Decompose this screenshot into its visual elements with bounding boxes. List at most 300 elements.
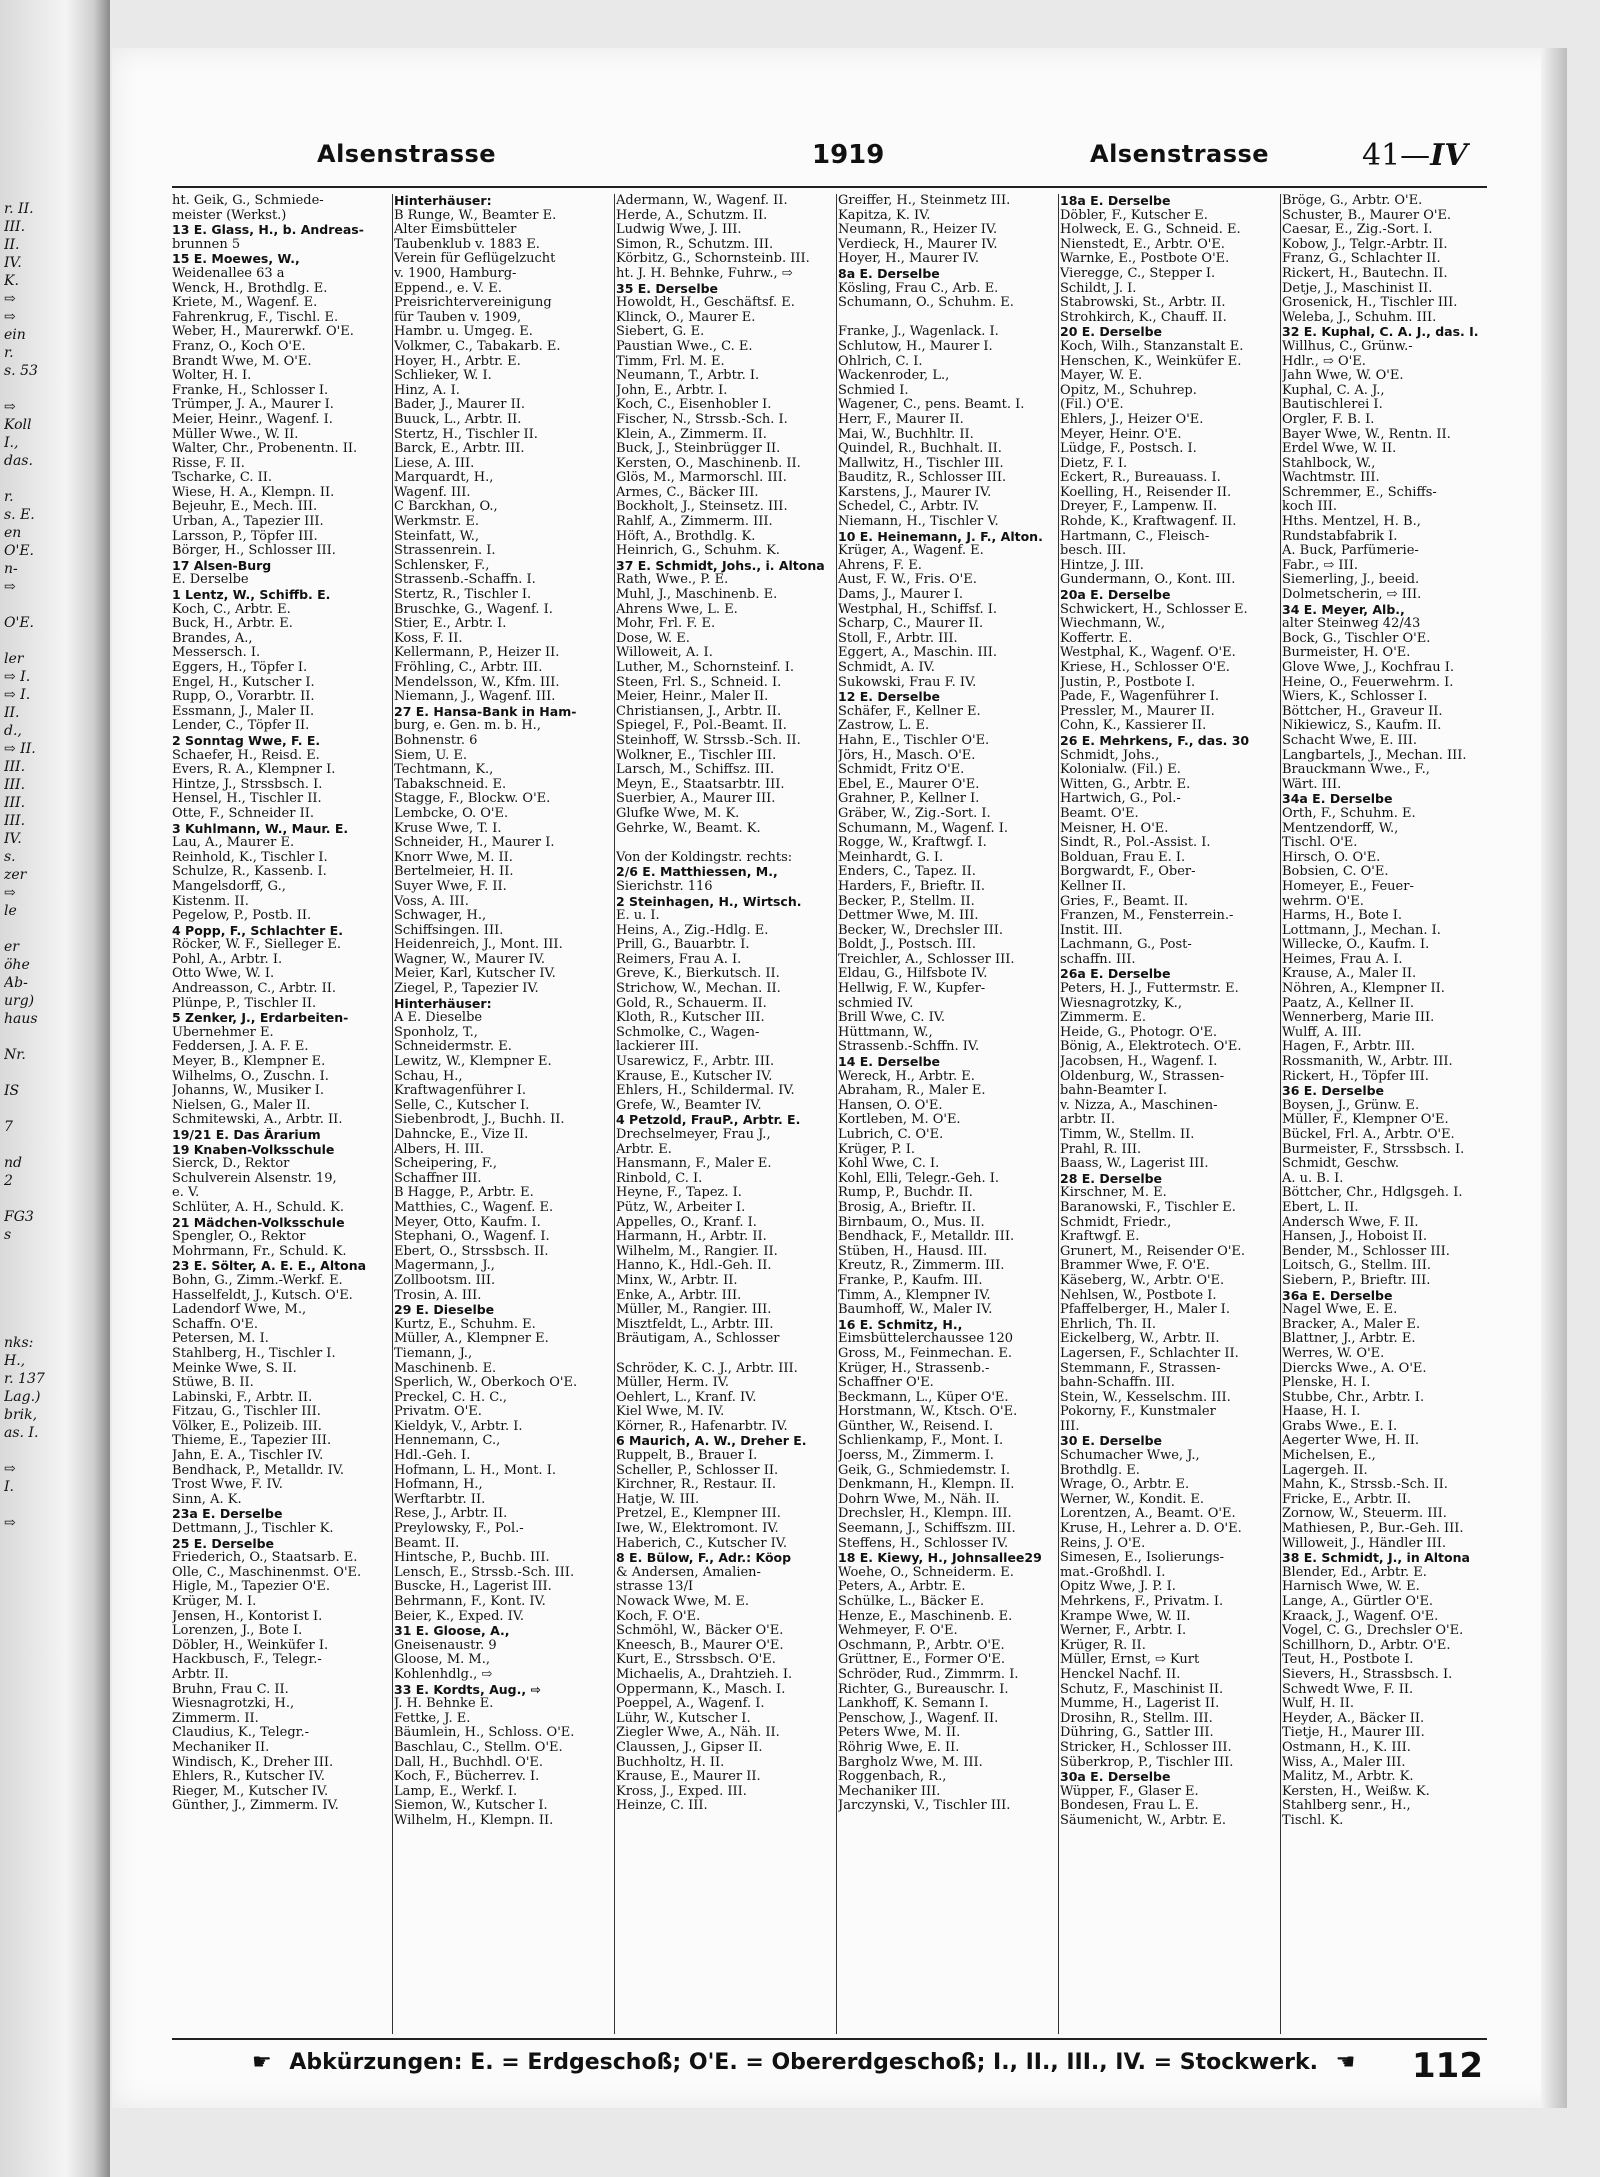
directory-entry: Karstens, J., Maurer IV.	[838, 485, 992, 500]
directory-entry: Witten, G., Arbtr. E.	[1060, 777, 1191, 792]
directory-entry: Dettmann, J., Tischler K.	[172, 1522, 334, 1537]
directory-entry: Hahn, E., Tischler O'E.	[838, 733, 990, 748]
directory-entry: 2/6 E. Matthiessen, M.,	[616, 865, 778, 880]
directory-entry: Hackbusch, F., Telegr.-	[172, 1653, 322, 1668]
directory-entry: Buchholtz, H. II.	[616, 1755, 725, 1770]
directory-entry: Schumacher Wwe, J.,	[1060, 1449, 1200, 1464]
directory-entry: Wiesnagrotzky, K.,	[1060, 996, 1182, 1011]
directory-entry: Tischl. O'E.	[1282, 836, 1358, 851]
directory-entry: Heimes, Frau A. I.	[1282, 952, 1403, 967]
directory-entry: Magermann, J.,	[394, 1259, 495, 1274]
directory-entry: Drechsler, H., Klempn. III.	[838, 1507, 1012, 1522]
directory-entry: Käseberg, W., Arbtr. O'E.	[1060, 1273, 1225, 1288]
directory-entry: Verdieck, H., Maurer IV.	[838, 237, 998, 252]
directory-entry: Übernehmer E.	[172, 1025, 274, 1040]
directory-entry: Spengler, O., Rektor	[172, 1230, 306, 1245]
directory-entry: Vogel, C. G., Drechsler O'E.	[1282, 1624, 1464, 1639]
directory-entry: Drechselmeyer, Frau J.,	[616, 1128, 771, 1142]
directory-entry: Adermann, W., Wagenf. II.	[616, 194, 788, 208]
directory-entry: Rogge, W., Kraftwgf. I.	[838, 836, 987, 851]
directory-entry: Claussen, J., Gipser II.	[616, 1740, 763, 1755]
directory-entry: burg, e. Gen. m. b. H.,	[394, 719, 541, 734]
directory-entry: Böttcher, H., Graveur II.	[1282, 704, 1443, 719]
directory-entry: Quindel, R., Buchhalt. II.	[838, 442, 1002, 457]
fragment-line: ⇨	[4, 1515, 16, 1531]
directory-entry: Wehmeyer, F. O'E.	[838, 1624, 958, 1639]
directory-entry: Pretzel, E., Klempner III.	[616, 1507, 781, 1522]
directory-entry: Müller, M., Rangier. III.	[616, 1303, 772, 1318]
directory-entry: Koffertr. E.	[1060, 631, 1133, 646]
directory-entry: Stertz, H., Tischler II.	[394, 427, 538, 442]
directory-entry: Fischer, N., Strssb.-Sch. I.	[616, 412, 788, 427]
directory-entry: Koss, F. II.	[394, 631, 463, 646]
fragment-line: O'E.	[4, 543, 34, 559]
directory-entry: Enke, A., Arbtr. III.	[616, 1288, 742, 1303]
directory-entry: Willoweit, J., Händler III.	[1282, 1536, 1447, 1551]
directory-entry: Lender, C., Töpfer II.	[172, 719, 310, 734]
directory-entry: 21 Mädchen-Volksschule	[172, 1215, 345, 1230]
directory-entry: Peters, A., Arbtr. E.	[838, 1580, 966, 1595]
directory-entry: Eimsbüttelerchaussee 120	[838, 1332, 1013, 1347]
directory-entry: Grabs Wwe., E. I.	[1282, 1419, 1398, 1434]
directory-entry: lackierer III.	[616, 1040, 699, 1055]
directory-entry: Kriete, M., Wagenf. E.	[172, 296, 318, 311]
directory-entry: Preckel, C. H. C.,	[394, 1390, 508, 1405]
directory-entry: Michelsen, E.,	[1282, 1449, 1376, 1464]
directory-entry: schaffn. III.	[1060, 952, 1136, 967]
directory-entry	[616, 836, 836, 851]
directory-entry: Kiel Wwe, M. IV.	[616, 1405, 725, 1420]
directory-entry: Siebern, P., Brieftr. III.	[1282, 1273, 1431, 1288]
directory-entry: Wüpper, F., Glaser E.	[1060, 1784, 1199, 1799]
directory-entry: 32 E. Kuphal, C. A. J., das. I.	[1282, 325, 1479, 340]
directory-entry: Koch, C., Eisenhobler I.	[616, 398, 772, 413]
directory-entry: Zimmerm. E.	[1060, 1011, 1146, 1026]
directory-entry: Nielsen, G., Maler II.	[172, 1098, 311, 1113]
directory-entry: Krause, E., Maurer II.	[616, 1770, 761, 1785]
directory-entry: Rinbold, C. I.	[616, 1171, 703, 1186]
directory-entry: Hartmann, C., Fleisch-	[1060, 529, 1210, 544]
directory-entry: Siem, U. E.	[394, 748, 467, 763]
directory-entry: Tscharke, C. II.	[172, 471, 273, 486]
directory-entry: Stricker, H., Schlosser III.	[1060, 1740, 1232, 1755]
fragment-line: II.	[4, 705, 20, 721]
directory-entry: Mumme, H., Lagerist II.	[1060, 1697, 1220, 1712]
page-number: 112	[1412, 2046, 1483, 2086]
directory-entry: Niemann, J., Wagenf. III.	[394, 690, 556, 705]
directory-entry: Sierichstr. 116	[616, 879, 713, 894]
directory-entry: Pohl, A., Arbtr. I.	[172, 952, 283, 967]
directory-entry: Stüwe, B. II.	[172, 1376, 254, 1391]
directory-entry: Jacobsen, H., Wagenf. I.	[1060, 1055, 1218, 1070]
fragment-line: s.	[4, 849, 16, 865]
directory-entry: Stoll, F., Arbtr. III.	[838, 631, 958, 646]
directory-entry: Oldenburg, W., Strassen-	[1060, 1069, 1225, 1084]
fragment-line: ein	[4, 327, 26, 343]
directory-entry: Schlensker, F.,	[394, 558, 490, 573]
directory-entry: Schröder, K. C. J., Arbtr. III.	[616, 1361, 798, 1376]
column-3	[616, 194, 836, 2034]
directory-entry: Suerbier, A., Maurer III.	[616, 792, 776, 807]
directory-entry: Minx, W., Arbtr. II.	[616, 1273, 738, 1288]
directory-entry: Bock, G., Tischler O'E.	[1282, 631, 1431, 646]
directory-entry: Beamt. O'E.	[1060, 806, 1139, 821]
directory-entry: Andersch Wwe, F. II.	[1282, 1215, 1419, 1230]
directory-entry: Krüger, A., Wagenf. E.	[838, 544, 984, 559]
directory-entry: Eickelberg, W., Arbtr. II.	[1060, 1332, 1220, 1347]
page-header	[112, 140, 1567, 180]
directory-entry: Schulze, R., Kassenb. I.	[172, 865, 327, 880]
directory-entry: Herr, F., Maurer II.	[838, 412, 964, 427]
directory-entry: Baranowski, F., Tischler E.	[1060, 1200, 1236, 1215]
directory-entry: Mohr, Frl. F. E.	[616, 617, 716, 632]
directory-entry: John, E., Arbtr. I.	[616, 383, 728, 398]
directory-entry: schmied IV.	[838, 996, 914, 1011]
directory-entry: Heide, G., Photogr. O'E.	[1060, 1025, 1218, 1040]
directory-entry: Mechaniker III.	[838, 1784, 941, 1799]
directory-entry: Willhus, C., Grünw.-	[1282, 339, 1413, 354]
fragment-line: en	[4, 525, 22, 541]
directory-entry: Meyer, B., Klempner E.	[172, 1055, 326, 1070]
directory-entry: Schwager, H.,	[394, 909, 487, 924]
directory-entry: Oehlert, L., Kranf. IV.	[616, 1390, 757, 1405]
directory-entry: Friederich, O., Staatsarb. E.	[172, 1551, 358, 1566]
directory-entry: Dohrn Wwe, M., Näh. II.	[838, 1492, 1000, 1507]
directory-entry: Reins, J. O'E.	[1060, 1536, 1146, 1551]
directory-entry: Siebenbrodt, J., Buchh. II.	[394, 1113, 565, 1128]
fragment-line: zer	[4, 867, 27, 883]
directory-entry: Hoyer, H., Arbtr. E.	[394, 354, 521, 369]
directory-entry: Rohde, K., Kraftwagenf. II.	[1060, 515, 1237, 530]
directory-entry	[616, 1347, 836, 1362]
directory-entry: Buck, H., Arbtr. E.	[172, 617, 293, 632]
directory-entry: Hambr. u. Umgeg. E.	[394, 325, 533, 340]
directory-entry: Stier, E., Arbtr. I.	[394, 617, 507, 632]
directory-entry: Wiers, K., Schlosser I.	[1282, 690, 1428, 705]
directory-entry: Verein für Geflügelzucht	[394, 252, 556, 267]
abbreviations-footer	[242, 2050, 1442, 2075]
fragment-line	[4, 596, 84, 614]
directory-entry: Hirsch, O. O'E.	[1282, 850, 1381, 865]
directory-entry: Nienstedt, E., Arbtr. O'E.	[1060, 237, 1225, 252]
directory-entry: Haase, H. I.	[1282, 1405, 1361, 1420]
directory-entry: Sierck, D., Rektor	[172, 1157, 290, 1172]
directory-entry: Bockholt, J., Steinsetz. III.	[616, 500, 788, 515]
directory-entry: Dahncke, E., Vize II.	[394, 1128, 529, 1142]
directory-entry: Bruhn, Frau C. II.	[172, 1682, 289, 1697]
directory-entry: Brosig, A., Brieftr. II.	[838, 1200, 976, 1215]
directory-entry: Kohl Wwe, C. I.	[838, 1157, 940, 1172]
directory-entry: Heinrich, G., Schuhm. K.	[616, 544, 780, 559]
fragment-line: III.	[4, 813, 26, 829]
directory-entry: Schaefer, H., Reisd. E.	[172, 748, 320, 763]
directory-entry: Nöhren, A., Klempner II.	[1282, 982, 1445, 997]
directory-entry: Privatm. O'E.	[394, 1405, 482, 1420]
fragment-line: Nr.	[4, 1047, 26, 1063]
directory-entry: Engel, H., Kutscher I.	[172, 675, 315, 690]
directory-entry: Lühr, W., Kutscher I.	[616, 1711, 751, 1726]
directory-entry: Michaelis, A., Drahtzieh. I.	[616, 1667, 793, 1682]
directory-entry: Sukowski, Frau F. IV.	[838, 675, 977, 690]
directory-entry: Mathiesen, P., Bur.-Geh. III.	[1282, 1522, 1464, 1537]
fragment-line: IV.	[4, 255, 22, 271]
directory-entry: Stabrowski, St., Arbtr. II.	[1060, 296, 1226, 311]
directory-entry: Kraack, J., Wagenf. O'E.	[1282, 1609, 1439, 1624]
directory-entry: Buck, J., Steinbrügger II.	[616, 442, 781, 457]
column-divider	[836, 194, 837, 2034]
directory-entry: Kösling, Frau C., Arb. E.	[838, 281, 999, 296]
directory-entry: Gehrke, W., Beamt. K.	[616, 821, 761, 836]
directory-entry: Krüger, P. I.	[838, 1142, 916, 1157]
directory-entry: Luther, M., Schornsteinf. I.	[616, 661, 795, 675]
directory-entry: Säumenicht, W., Arbtr. E.	[1060, 1813, 1227, 1828]
fragment-line: r.	[4, 489, 14, 505]
directory-entry: Stahlberg senr., H.,	[1282, 1799, 1411, 1814]
directory-entry: Hanno, K., Hdl.-Geh. II.	[616, 1259, 772, 1274]
directory-entry: Ziegel, P., Tapezier IV.	[394, 982, 539, 997]
directory-entry: Franz, G., Schlachter II.	[1282, 252, 1441, 267]
directory-entry: Kruse, H., Lehrer a. D. O'E.	[1060, 1522, 1242, 1537]
fragment-line: ⇨ I.	[4, 669, 31, 685]
fragment-line: ⇨	[4, 579, 16, 595]
directory-entry: v. Nizza, A., Maschinen-	[1060, 1098, 1218, 1113]
directory-entry: Suyer Wwe, F. II.	[394, 879, 507, 894]
column-5	[1060, 194, 1280, 2034]
directory-entry: Steinfatt, W.,	[394, 529, 479, 544]
directory-entry: Völker, E., Polizeib. III.	[172, 1419, 322, 1434]
directory-entry: Pegelow, P., Postb. II.	[172, 909, 312, 924]
directory-entry: Scheipering, F.,	[394, 1157, 498, 1172]
fragment-line: r.	[4, 345, 14, 361]
directory-entry: Behrmann, F., Kont. IV.	[394, 1595, 546, 1609]
directory-entry: Grüttner, E., Former O'E.	[838, 1653, 1005, 1668]
directory-entry: Grefe, W., Beamter IV.	[616, 1098, 762, 1113]
directory-entry: Misztfeldt, L., Arbtr. III.	[616, 1317, 774, 1332]
column-divider	[1058, 194, 1059, 2034]
directory-entry: Schäfer, F., Kellner E.	[838, 704, 981, 719]
directory-entry: Bohn, G., Zimm.-Werkf. E.	[172, 1273, 343, 1288]
directory-entry: Krause, A., Maler II.	[1282, 967, 1417, 982]
directory-entry: Günther, J., Zimmerm. IV.	[172, 1799, 339, 1814]
directory-entry: Jahn, E. A., Tischler IV.	[172, 1449, 324, 1464]
directory-entry: Kieldyk, V., Arbtr. I.	[394, 1419, 523, 1434]
directory-entry: Brill Wwe, C. IV.	[838, 1011, 945, 1026]
directory-entry: Kolonialw. (Fil.) E.	[1060, 763, 1181, 778]
directory-entry: Ehrlich, Th. II.	[1060, 1317, 1157, 1332]
directory-entry: Westphal, H., Schiffsf. I.	[838, 602, 997, 617]
directory-entry: Schuster, B., Maurer O'E.	[1282, 208, 1452, 223]
directory-entry: Kohlenhdlg., ⇨	[394, 1667, 493, 1682]
directory-entry: Brandt Wwe, M. O'E.	[172, 354, 312, 369]
directory-entry: Hansen, J., Hoboist II.	[1282, 1230, 1427, 1245]
directory-entry: Detje, J., Maschinist II.	[1282, 281, 1433, 296]
directory-entry: e. V.	[172, 1186, 200, 1201]
directory-entry: Timm, Frl. M. E.	[616, 354, 725, 369]
directory-entry: Schmied I.	[838, 383, 909, 398]
directory-entry: 14 E. Derselbe	[838, 1055, 941, 1070]
directory-entry: 17 Alsen-Burg	[172, 558, 272, 573]
directory-entry: Schlutow, H., Maurer I.	[838, 339, 993, 354]
directory-entry: Ebert, O., Strssbsch. II.	[394, 1244, 549, 1259]
directory-entry: Werkmstr. E.	[394, 515, 479, 530]
directory-entry: Barck, E., Arbtr. III.	[394, 442, 525, 457]
directory-entry: Rump, P., Buchdr. II.	[838, 1186, 973, 1201]
fragment-line: ⇨ I.	[4, 687, 31, 703]
directory-entry: Kellermann, P., Heizer II.	[394, 646, 560, 661]
directory-entry: Warnke, E., Postbote O'E.	[1060, 252, 1230, 267]
directory-entry: Schaffn. O'E.	[172, 1317, 259, 1332]
directory-entry: Kobow, J., Telgr.-Arbtr. II.	[1282, 237, 1448, 252]
directory-entry: Ehlers, H., Schildermal. IV.	[616, 1084, 795, 1099]
directory-entry: Scheller, P., Schlosser II.	[616, 1463, 779, 1478]
directory-entry: Gloose, M. M.,	[394, 1653, 490, 1668]
fragment-line: nks:	[4, 1335, 34, 1351]
directory-entry: Stertz, R., Tischler I.	[394, 588, 532, 603]
directory-entry: Schiffsingen. III.	[394, 923, 504, 938]
fragment-line: Lag.)	[4, 1389, 41, 1405]
directory-entry: Arbtr. II.	[172, 1667, 229, 1682]
directory-entry: Maschinenb. E.	[394, 1361, 497, 1376]
directory-entry: Meier, Heinr., Maler II.	[616, 690, 769, 705]
directory-entry: Wolkner, E., Tischler III.	[616, 748, 777, 763]
directory-entry: 38 E. Schmidt, J., in Altona	[1282, 1551, 1470, 1566]
fragment-line: as. I.	[4, 1425, 39, 1441]
directory-entry: Lorentzen, A., Beamt. O'E.	[1060, 1507, 1236, 1522]
directory-entry: Larsson, P., Töpfer III.	[172, 529, 318, 544]
directory-entry: Lachmann, G., Post-	[1060, 938, 1192, 953]
directory-entry: Otto Wwe, W. I.	[172, 967, 275, 982]
column-2	[394, 194, 614, 2034]
directory-entry: Süberkrop, P., Tischler III.	[1060, 1755, 1234, 1770]
directory-entry: Lewitz, W., Klempner E.	[394, 1055, 552, 1070]
directory-entry: Hinterhäuser:	[394, 194, 492, 208]
directory-entry: Hdl.-Geh. I.	[394, 1449, 471, 1464]
fragment-line: H.,	[4, 1353, 26, 1369]
directory-entry: Meyer, Otto, Kaufm. I.	[394, 1215, 541, 1230]
directory-entry: Horstmann, W., Ktsch. O'E.	[838, 1405, 1018, 1420]
directory-entry: Oschmann, P., Arbtr. O'E.	[838, 1638, 1005, 1653]
directory-entry: Albers, H. III.	[394, 1142, 484, 1157]
directory-entry: Jörs, H., Masch. O'E.	[838, 748, 976, 763]
directory-entry: Hennemann, C.,	[394, 1434, 501, 1449]
directory-entry: Börger, H., Schlosser III.	[172, 544, 336, 559]
fragment-line: K.	[4, 273, 19, 289]
directory-entry: Rossmanith, W., Arbtr. III.	[1282, 1055, 1453, 1070]
directory-entry: Bracker, A., Maler E.	[1282, 1317, 1421, 1332]
directory-entry: Kross, J., Exped. III.	[616, 1784, 747, 1799]
directory-entry: Claudius, K., Telegr.-	[172, 1726, 309, 1741]
directory-entry	[838, 311, 1058, 326]
directory-entry: Prill, G., Bauarbtr. I.	[616, 938, 750, 953]
directory-entry: Nagel Wwe, E. E.	[1282, 1303, 1398, 1318]
directory-entry: Rieger, M., Kutscher IV.	[172, 1784, 329, 1799]
directory-entry: Paustian Wwe., C. E.	[616, 339, 753, 354]
directory-entry: Franke, H., Schlosser I.	[172, 383, 329, 398]
directory-entry: Eggert, A., Maschin. III.	[838, 646, 998, 661]
directory-entry: Strohkirch, K., Chauff. II.	[1060, 310, 1227, 325]
fragment-line: s. E.	[4, 507, 35, 523]
directory-entry: Orgler, F. B. I.	[1282, 412, 1375, 427]
directory-entry: Denkmann, H., Klempn. II.	[838, 1478, 1015, 1493]
directory-entry: Wilhelms, O., Zuschn. I.	[172, 1069, 329, 1084]
directory-entry: Bendhack, F., Metalldr. III.	[838, 1230, 1015, 1245]
directory-entry: Kneesch, B., Maurer O'E.	[616, 1638, 784, 1653]
directory-entry: Hartwich, G., Pol.-	[1060, 792, 1181, 807]
directory-entry: Kistenm. II.	[172, 894, 249, 909]
directory-entry: Gries, F., Beamt. II.	[1060, 894, 1188, 909]
directory-entry: Meisner, H. O'E.	[1060, 821, 1169, 836]
fragment-line: I.,	[4, 435, 19, 451]
directory-entry: Hintsche, P., Buchb. III.	[394, 1551, 550, 1566]
directory-entry: Penschow, J., Wagenf. II.	[838, 1711, 999, 1726]
directory-entry: Gräber, W., Zig.-Sort. I.	[838, 806, 991, 821]
directory-entry: 36a E. Derselbe	[1282, 1288, 1393, 1303]
directory-entry: Homeyer, E., Feuer-	[1282, 879, 1414, 894]
directory-entry: Wrage, O., Arbtr. E.	[1060, 1478, 1190, 1493]
directory-entry: Buscke, H., Lagerist III.	[394, 1580, 552, 1595]
fragment-line: III.	[4, 219, 26, 235]
fragment-line	[4, 1298, 84, 1316]
directory-entry: Marquardt, H.,	[394, 471, 494, 486]
directory-entry: Koch, Wilh., Stanzanstalt E.	[1060, 339, 1244, 354]
directory-entry: Schlienkamp, F., Mont. I.	[838, 1434, 1004, 1449]
directory-entry: Sievers, H., Strassbsch. I.	[1282, 1667, 1453, 1682]
directory-entry: Willecke, O., Kaufm. I.	[1282, 938, 1430, 953]
directory-entry: Meyer, Heinr. O'E.	[1060, 427, 1182, 442]
directory-entry: Sinn, A. K.	[172, 1492, 242, 1507]
directory-entry: Strassenb.-Schaffn. I.	[394, 573, 536, 588]
directory-entry: Meier, Karl, Kutscher IV.	[394, 967, 556, 982]
directory-entry: Wenck, H., Brothdlg. E.	[172, 281, 328, 296]
directory-entry: Schmidt, Johs.,	[1060, 748, 1160, 763]
directory-entry: Arbtr. E.	[616, 1142, 672, 1157]
directory-entry: Becker, W., Drechsler III.	[838, 923, 1004, 938]
directory-entry: Bückel, Frl. A., Arbtr. O'E.	[1282, 1128, 1455, 1142]
fragment-line: III.	[4, 777, 26, 793]
directory-entry: 20a E. Derselbe	[1060, 588, 1171, 603]
directory-entry: Usarewicz, F., Arbtr. III.	[616, 1055, 775, 1070]
directory-entry: Lamp, E., Werkf. I.	[394, 1784, 518, 1799]
fragment-line	[4, 1100, 84, 1118]
directory-entry: Fettke, J. E.	[394, 1711, 471, 1726]
directory-entry: Fröhling, C., Arbtr. III.	[394, 661, 543, 675]
directory-entry: Dühring, G., Sattler III.	[1060, 1726, 1214, 1741]
directory-entry: Muhl, J., Maschinenb. E.	[616, 588, 778, 603]
directory-entry: Higle, M., Tapezier O'E.	[172, 1580, 330, 1595]
directory-entry: Ostmann, H., K. III.	[1282, 1740, 1411, 1755]
fragment-line: III.	[4, 795, 26, 811]
directory-entry: Müller, A., Klempner E.	[394, 1332, 549, 1347]
directory-entry: Otte, F., Schneider II.	[172, 806, 315, 821]
directory-entry: Hasselfeldt, J., Kutsch. O'E.	[172, 1288, 353, 1303]
directory-entry: Hintze, J., Strssbsch. I.	[172, 777, 323, 792]
directory-entry: Hths. Mentzel, H. B.,	[1282, 515, 1421, 530]
directory-entry: Christiansen, J., Arbtr. II.	[616, 704, 782, 719]
fragment-line	[4, 1190, 84, 1208]
fragment-line: IS	[4, 1083, 20, 1099]
directory-entry: Lange, A., Gürtler O'E.	[1282, 1595, 1434, 1609]
directory-entry: Stüben, H., Hausd. III.	[838, 1244, 988, 1259]
directory-entry: Labinski, F., Arbtr. II.	[172, 1390, 313, 1405]
footer-rule	[172, 2038, 1487, 2040]
directory-entry: Brandes, A.,	[172, 631, 253, 646]
directory-columns	[172, 194, 1497, 2034]
directory-entry: 28 E. Derselbe	[1060, 1171, 1163, 1186]
directory-entry: Wilhelm, H., Klempn. II.	[394, 1813, 554, 1828]
directory-entry: Bondesen, Frau L. E.	[1060, 1799, 1199, 1814]
fragment-line: s	[4, 1227, 12, 1243]
directory-entry: 26a E. Derselbe	[1060, 967, 1171, 982]
